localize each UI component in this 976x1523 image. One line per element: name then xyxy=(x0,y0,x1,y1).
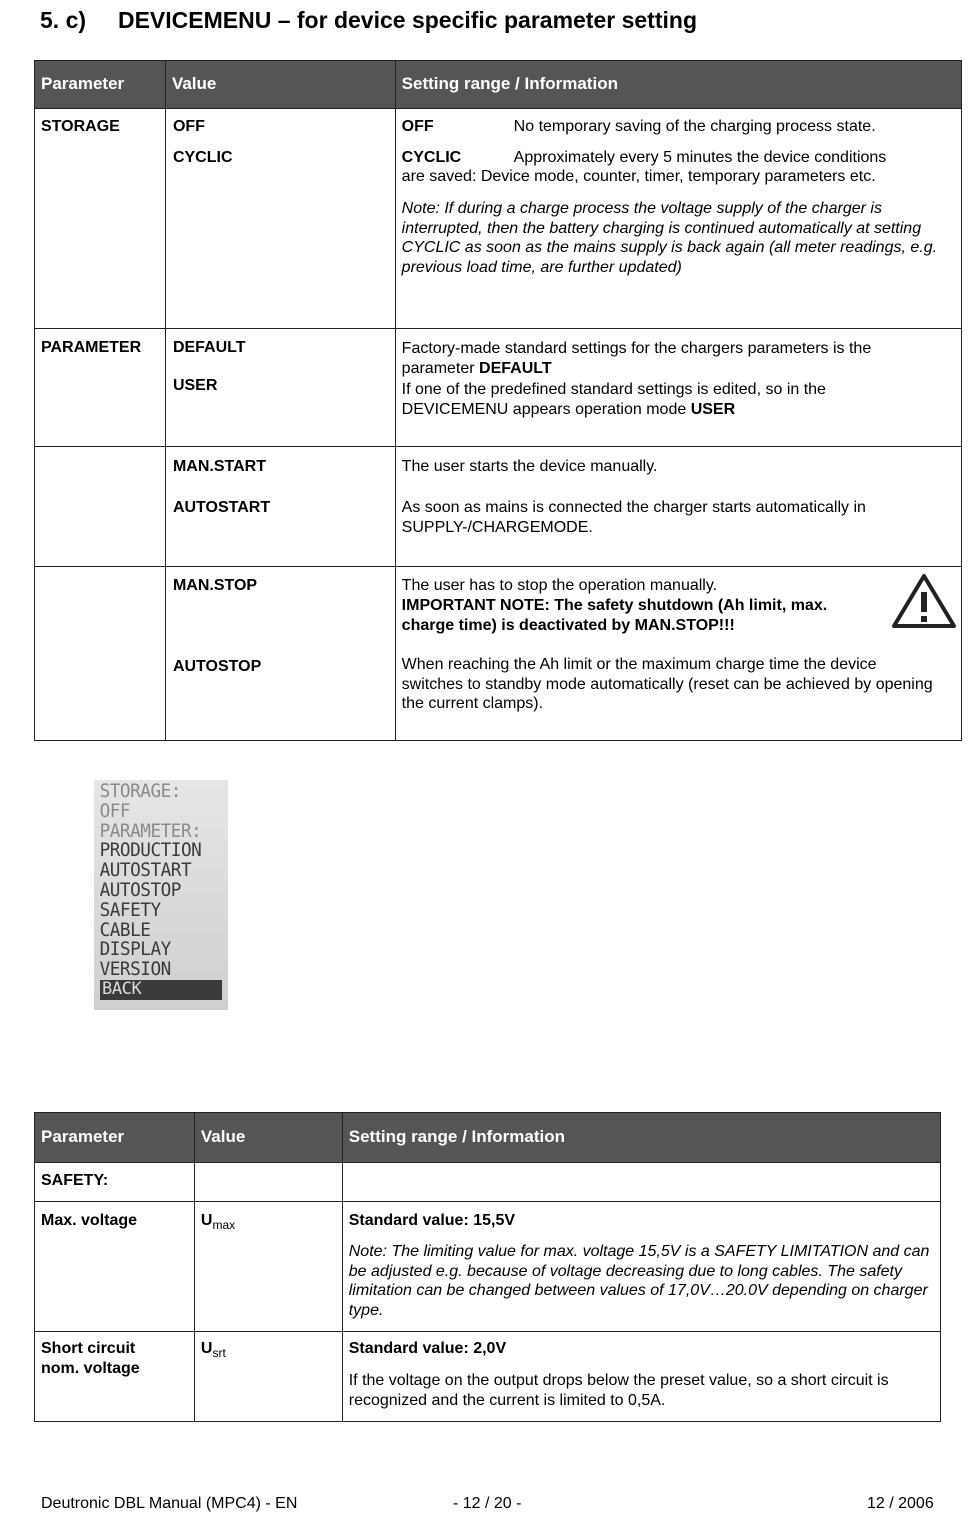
header-value: Value xyxy=(165,61,395,109)
footer-date: 12 / 2006 xyxy=(867,1495,934,1512)
important-note: IMPORTANT NOTE: The safety shutdown (Ah limit, max. charge time) is deactivated by MAN.STOP!!! xyxy=(401,597,828,634)
lcd-line: DISPLAY xyxy=(99,938,171,961)
info-user: If one of the predefined standard settings is edited, so in the DEVICEMENU appears operation mode USER xyxy=(401,381,826,418)
lcd-display xyxy=(94,780,228,1010)
lcd-line: AUTOSTART xyxy=(99,859,192,882)
info-cyclic-desc2: are saved: Device mode, counter, timer, temporary parameters etc. xyxy=(401,168,876,185)
param-safety: SAFETY: xyxy=(41,1172,109,1189)
header-parameter: Parameter xyxy=(35,1113,195,1163)
value-manstart: MAN.START xyxy=(172,458,266,475)
footer-page: - 12 / 20 - xyxy=(453,1495,522,1512)
info-cyclic-key: CYCLIC xyxy=(401,149,462,166)
info-cyclic-desc1: Approximately every 5 minutes the device conditions xyxy=(513,149,887,166)
info-off-desc: No temporary saving of the charging process state. xyxy=(513,118,876,135)
lcd-line: STORAGE: xyxy=(99,780,181,802)
value-umax: $U_{max}$ xyxy=(200,1212,236,1233)
lcd-line: PARAMETER: xyxy=(99,819,202,842)
table-row-parameter xyxy=(35,329,962,447)
value-autostop: AUTOSTOP xyxy=(172,658,262,675)
lcd-line-selected: BACK xyxy=(100,980,222,1000)
value-default: DEFAULT xyxy=(172,339,246,356)
header-parameter: Parameter xyxy=(35,61,166,109)
lcd-line: PRODUCTION xyxy=(99,839,202,862)
info-default: Factory-made standard settings for the chargers parameters is the parameter DEFAULT xyxy=(401,340,872,377)
safety-table xyxy=(34,1112,941,1422)
table-row-safety xyxy=(35,1163,941,1202)
std-shortcircuit: Standard value: 2,0V xyxy=(348,1340,507,1357)
page-title: 5. c) DEVICEMENU – for device specific parameter setting xyxy=(40,7,697,33)
std-maxvoltage: Standard value: 15,5V xyxy=(348,1212,516,1229)
note-maxvoltage: Note: The limiting value for max. voltage 15,5V is a SAFETY LIMITATION and can be adjusted e.g. because of voltage decreasing due to long cables. The safety limitation can be changed between values of 17,0V…20.0V depending on charger type. xyxy=(348,1243,930,1319)
param-storage: STORAGE xyxy=(41,118,120,135)
value-cyclic: CYCLIC xyxy=(172,149,233,166)
footer-title: Deutronic DBL Manual (MPC4) - EN xyxy=(41,1495,298,1512)
value-usrt: $U_{srt}$ xyxy=(200,1340,226,1361)
table-row-storage xyxy=(35,109,962,329)
lcd-line: OFF xyxy=(99,799,131,822)
info-shortcircuit: If the voltage on the output drops below the preset value, so a short circuit is recognized and the current is limited to 0,5A. xyxy=(348,1372,889,1409)
value-off: OFF xyxy=(172,118,205,135)
header-value: Value xyxy=(194,1113,342,1163)
param-maxvoltage: Max. voltage xyxy=(41,1212,138,1229)
info-manstop: The user has to stop the operation manually. xyxy=(401,577,718,594)
info-manstart: The user starts the device manually. xyxy=(401,458,658,475)
storage-note: Note: If during a charge process the voltage supply of the charger is interrupted, then the battery charging is continued automatically at setting CYCLIC as soon as the mains supply is back again (all meter readings, e.g. previous load time, are further updated) xyxy=(401,200,938,276)
table-row-shortcircuit xyxy=(35,1332,941,1422)
value-user: USER xyxy=(172,377,218,394)
table-row-stop xyxy=(35,567,962,741)
warning-icon xyxy=(891,572,957,630)
value-autostart: AUTOSTART xyxy=(172,499,271,516)
devicemenu-table xyxy=(34,60,962,741)
lcd-line: VERSION xyxy=(99,958,171,981)
info-autostart: As soon as mains is connected the charger starts automatically in SUPPLY-/CHARGEMODE. xyxy=(401,499,866,536)
header-info: Setting range / Information xyxy=(395,61,961,109)
param-shortcircuit: Short circuit nom. voltage xyxy=(41,1340,140,1377)
table-row-start xyxy=(35,447,962,567)
lcd-line: AUTOSTOP xyxy=(99,878,181,901)
lcd-line: SAFETY xyxy=(99,898,161,921)
lcd-line: CABLE xyxy=(99,918,151,941)
value-manstop: MAN.STOP xyxy=(172,577,258,594)
info-off-key: OFF xyxy=(401,118,434,135)
header-info: Setting range / Information xyxy=(342,1113,940,1163)
info-autostop: When reaching the Ah limit or the maximum charge time the device switches to standby mode automatically (reset can be achieved by opening the current clamps). xyxy=(401,656,933,713)
param-parameter: PARAMETER xyxy=(41,339,142,356)
table-row-maxvoltage xyxy=(35,1202,941,1332)
